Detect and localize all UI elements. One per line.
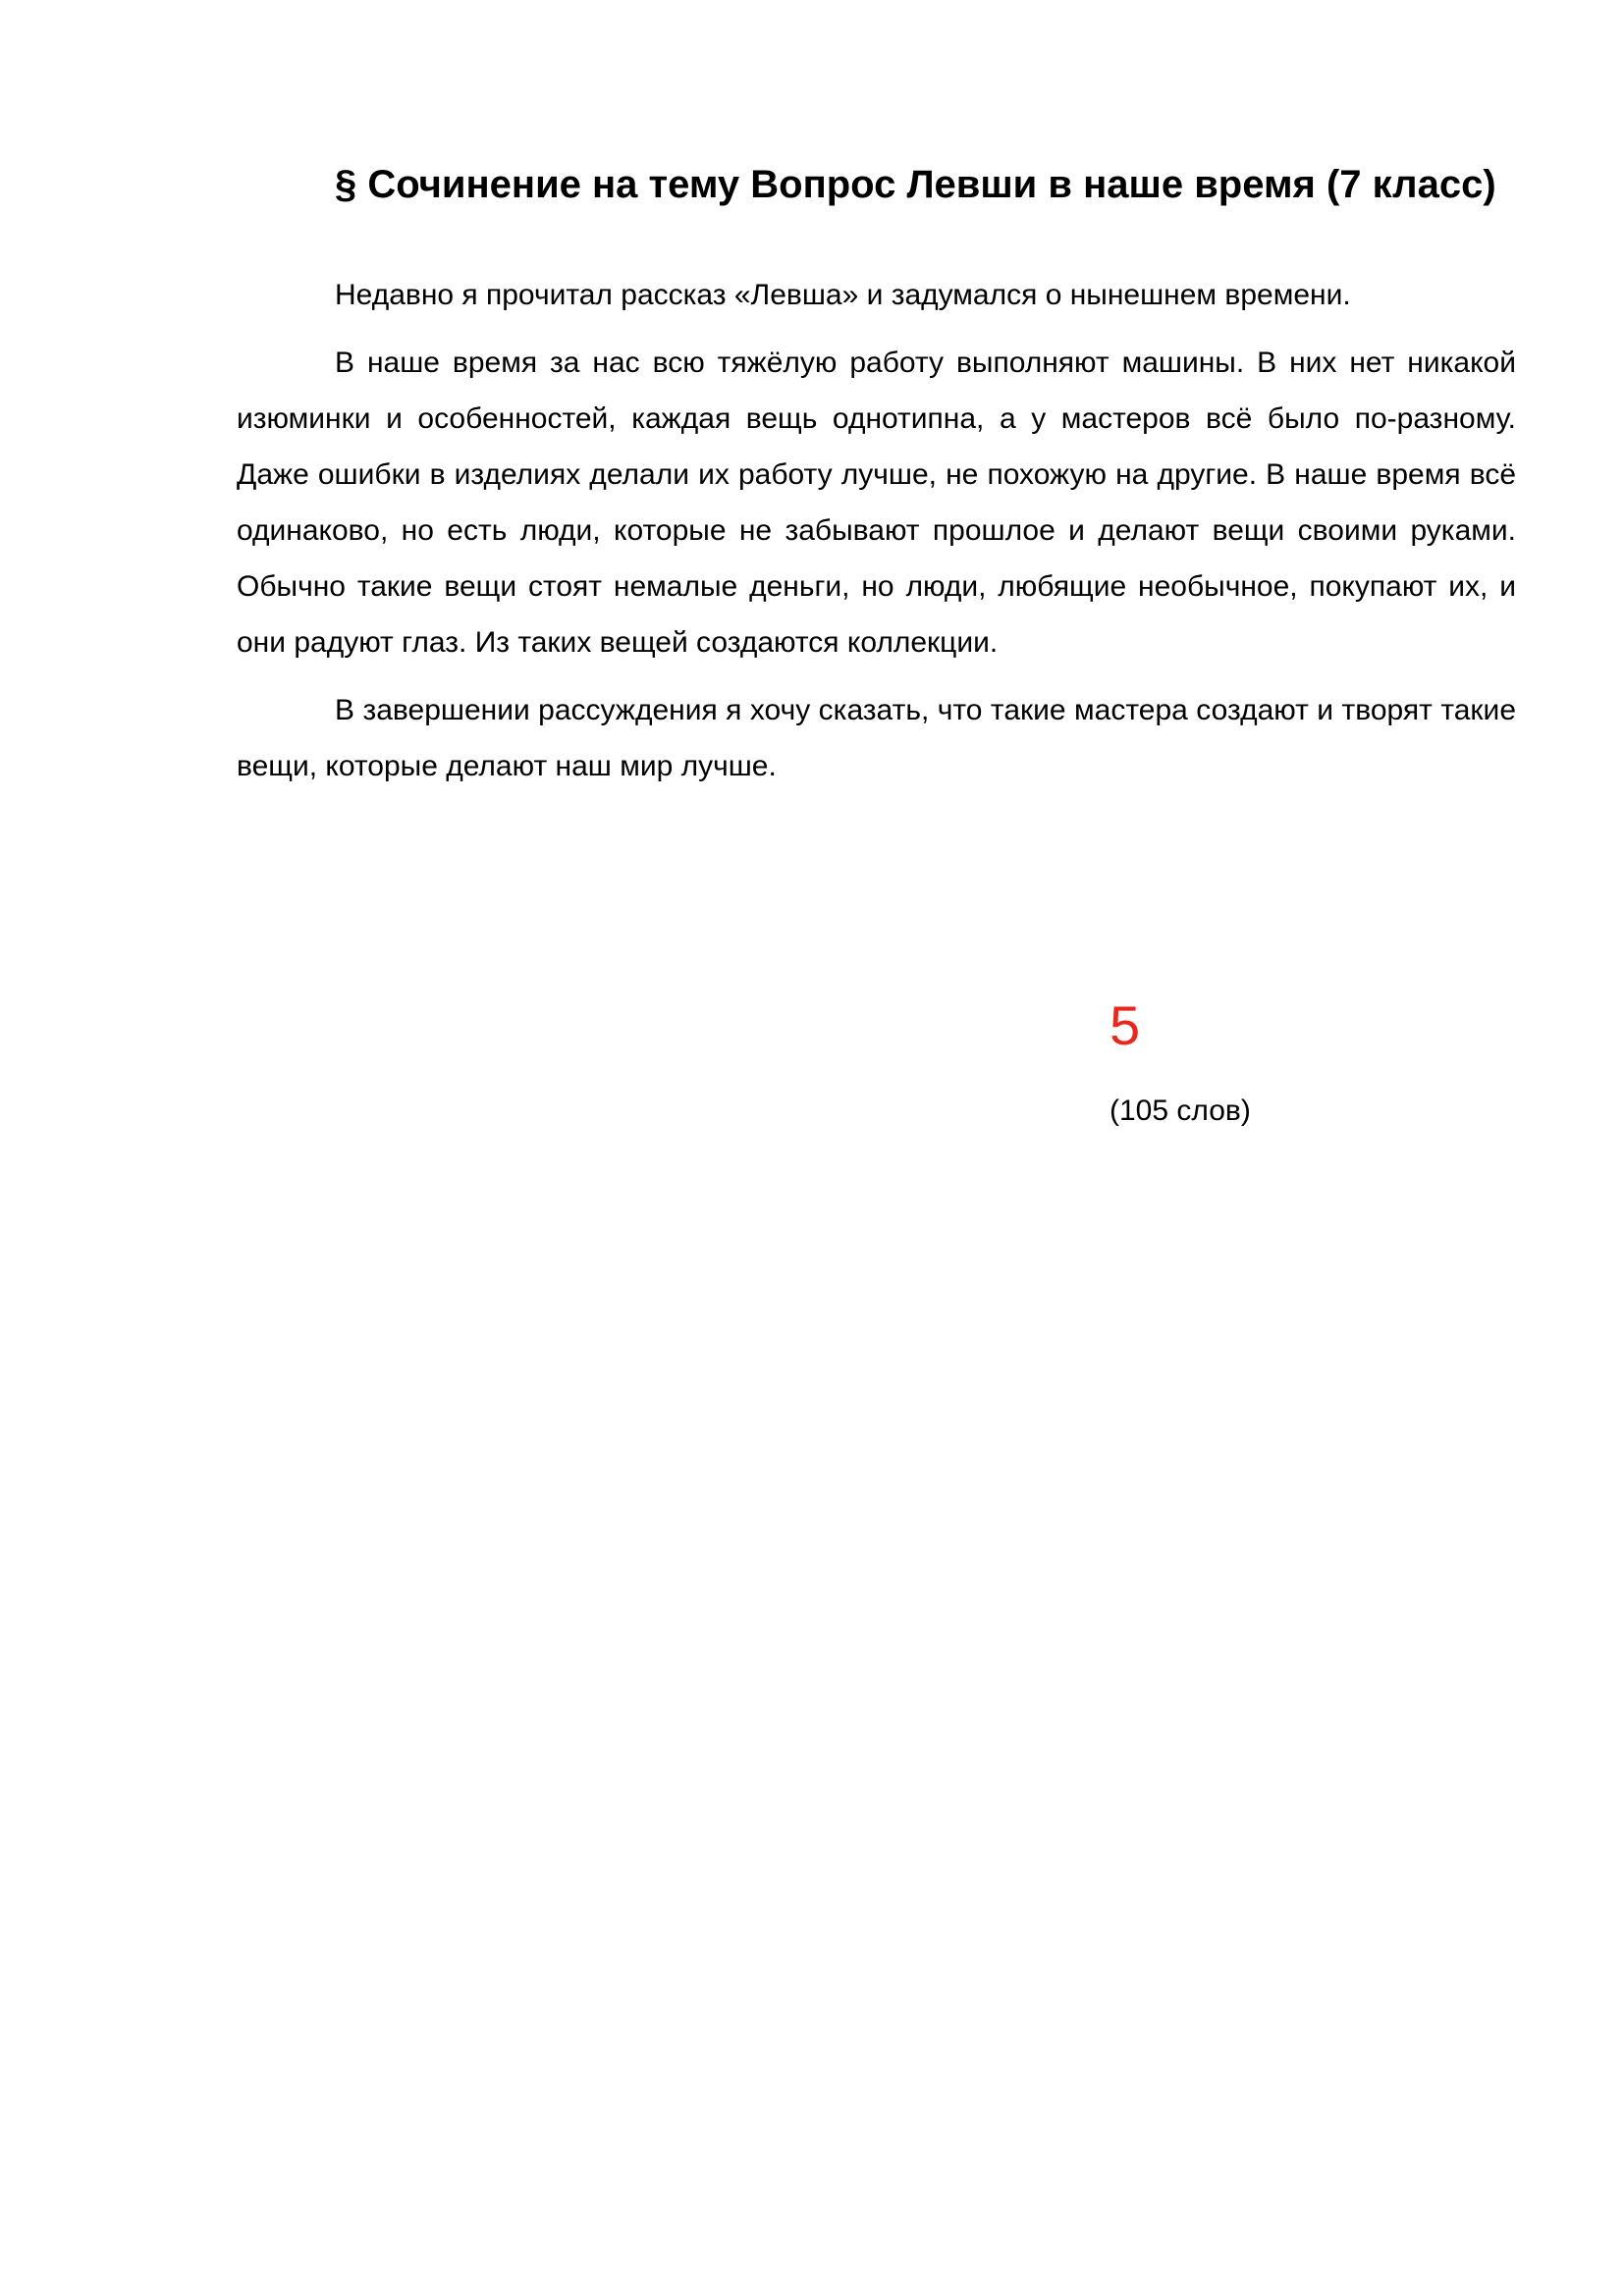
word-count: (105 слов) xyxy=(1110,1095,1251,1127)
essay-body xyxy=(237,267,1516,794)
document-title: § Сочинение на тему Вопрос Левши в наше время (7 класс) xyxy=(335,163,1496,206)
essay-paragraph-3: В завершении рассуждения я хочу сказать, что такие мастера создают и творят такие вещи, которые делают наш мир лучше. xyxy=(237,694,1516,782)
essay-paragraph-1: Недавно я прочитал рассказ «Левша» и задумался о нынешнем времени. xyxy=(335,279,1351,311)
document-page xyxy=(237,147,1516,806)
grade-mark: 5 xyxy=(1110,994,1141,1056)
essay-paragraph-2: В наше время за нас всю тяжёлую работу выполняют машины. В них нет никакой изюминки и особенностей, каждая вещь однотипна, а у мастеров всё было по-разному. Даже ошибки в изделиях делали их работу лучше, не похожую на другие. В наше время всё одинаково, но есть люди, которые не забывают прошлое и делают вещи своими руками. Обычно такие вещи стоят немалые деньги, но люди, любящие необычное, покупают их, и они радуют глаз. Из таких вещей создаются коллекции. xyxy=(237,347,1516,659)
